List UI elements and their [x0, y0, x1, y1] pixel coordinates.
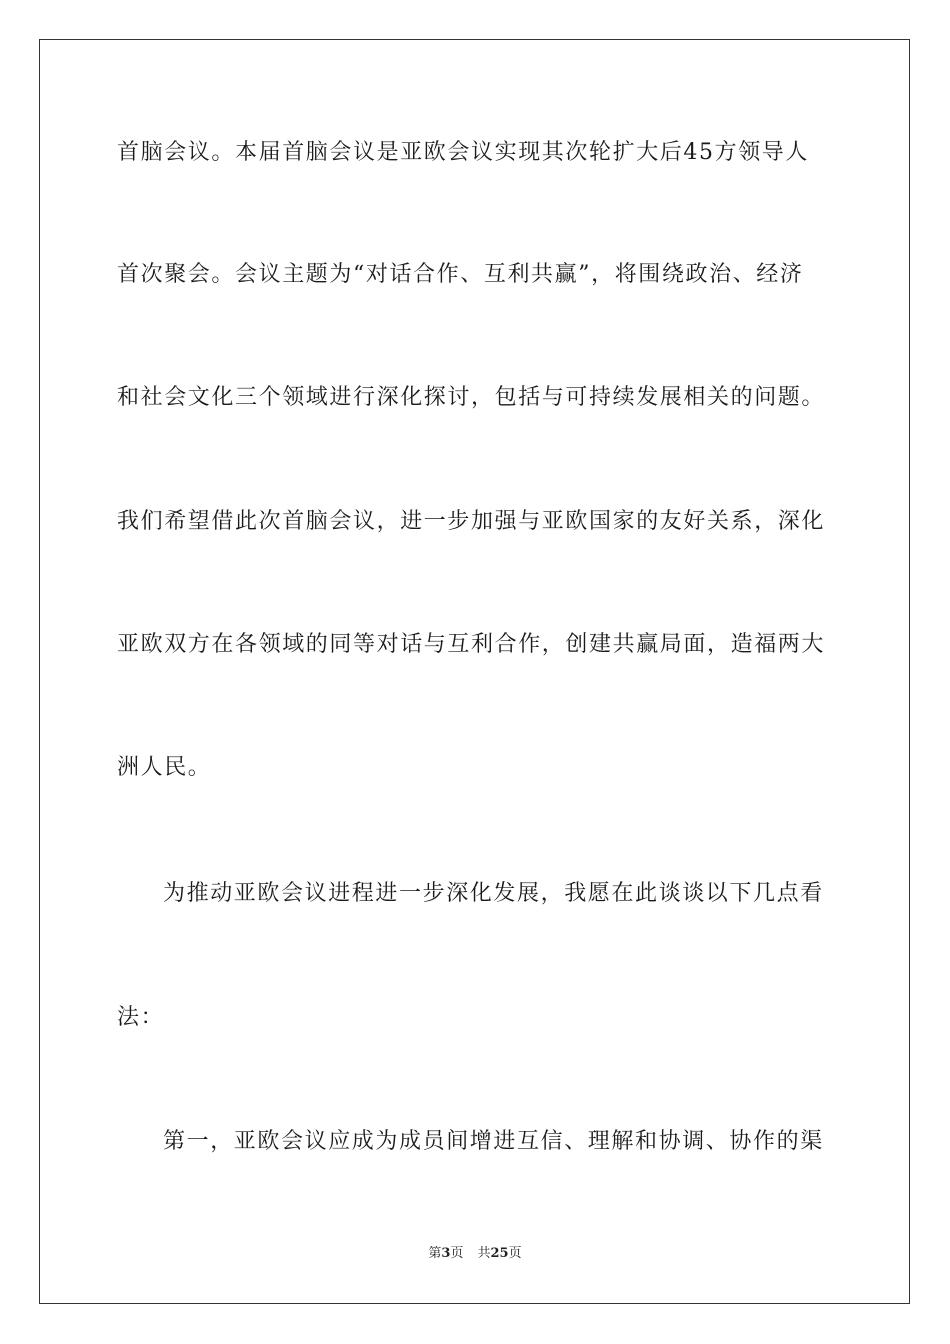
body-text-line-4: 我们希望借此次首脑会议，进一步加强与亚欧国家的友好关系，深化 [117, 509, 826, 534]
footer-page-number: 3 [441, 1246, 451, 1261]
footer-total-prefix: 共 [477, 1246, 491, 1261]
body-text-line-6: 洲人民。 [117, 755, 212, 780]
body-text-line-5: 亚欧双方在各领域的同等对话与互利合作，创建共赢局面，造福两大 [117, 632, 826, 657]
body-text-line-8: 法： [117, 1005, 165, 1030]
page-footer [0, 1245, 950, 1263]
body-text-line-2: 首次聚会。会议主题为“对话合作、互利共赢”，将围绕政治、经济 [117, 262, 804, 287]
footer-page-suffix: 页 [450, 1246, 464, 1261]
footer-page-prefix: 第 [428, 1246, 442, 1261]
body-text-line-9: 第一，亚欧会议应成为成员间增进互信、理解和协调、协作的渠 [163, 1129, 824, 1154]
footer-total-pages: 25 [490, 1246, 509, 1261]
footer-total-suffix: 页 [508, 1246, 522, 1261]
body-text-line-3: 和社会文化三个领域进行深化探讨，包括与可持续发展相关的问题。 [117, 385, 826, 410]
body-text-line-7: 为推动亚欧会议进程进一步深化发展，我愿在此谈谈以下几点看 [163, 881, 824, 906]
page-border [39, 39, 910, 1304]
body-text-line-1: 首脑会议。本届首脑会议是亚欧会议实现其次轮扩大后45方领导人 [117, 140, 809, 165]
